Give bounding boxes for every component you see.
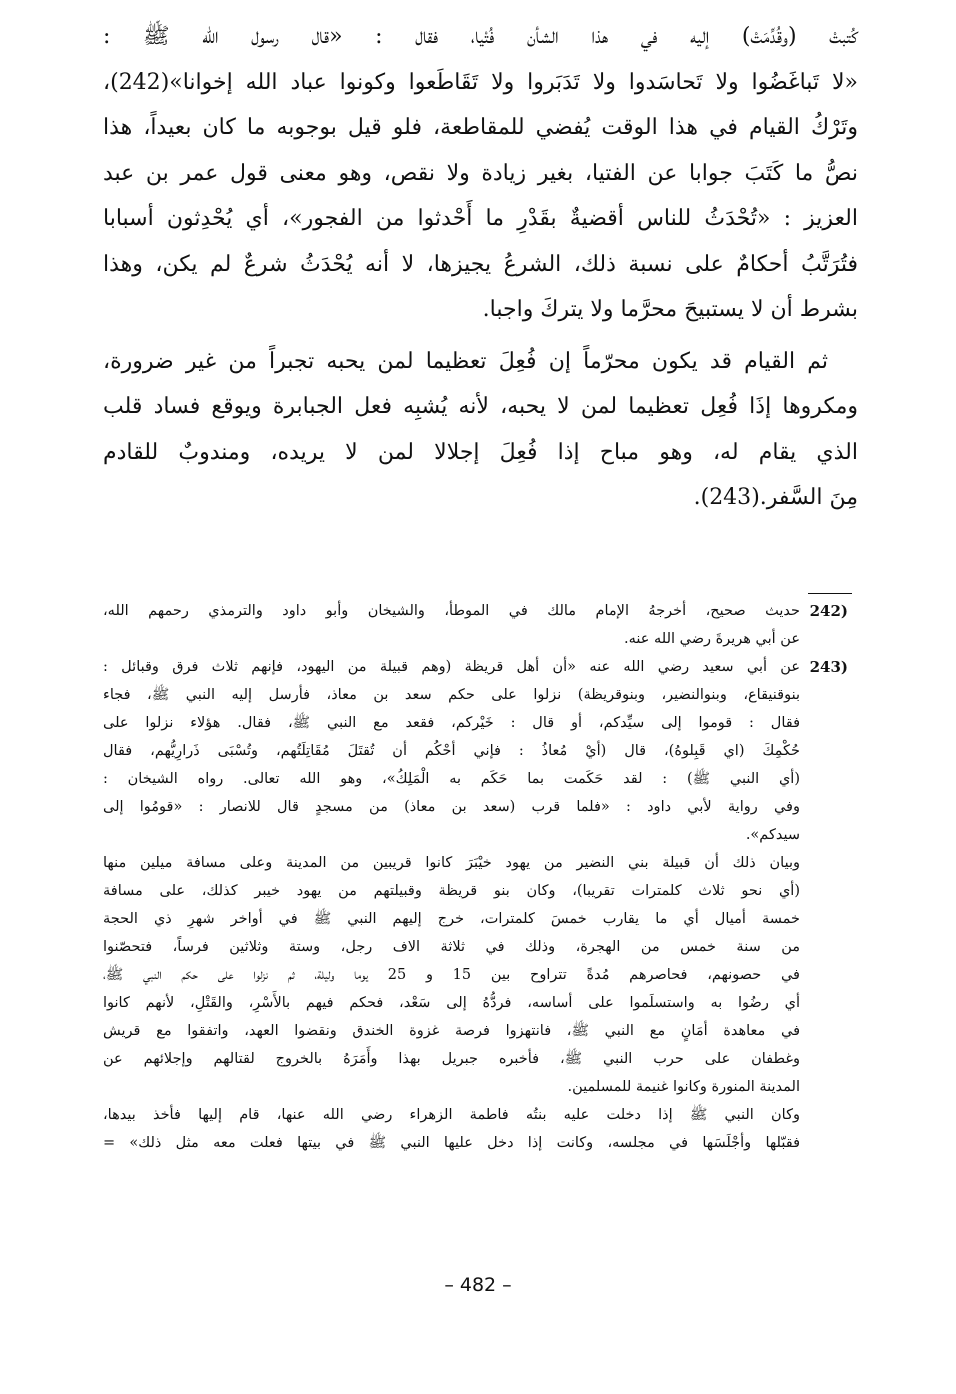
main-line: نصُّ ما كَتَبَ جوابا عن الفتيا، بغير زيادة ولا نقص، وهو معنى قول عمر بن عبد: [103, 160, 858, 186]
footnote-line: حديث صحيح، أخرجهُ الإمام مالك في الموطأ، والشيخان وأبو داود والترمذي رحمهم الله،: [103, 603, 800, 619]
main-line: وتَرْكُ القيام في هذا الوقت يُفضي للمقاطعة، فلو قيل بوجوبه ما كان بعيداً، هذا: [103, 115, 858, 140]
footnote-line: في معاهدة أمَانٍ مع النبي ﷺ، فانتهزوا فرصة غزوة الخندق ونقضوا العهد، واتفقوا مع قريش: [103, 1023, 800, 1039]
footnote-separator: [808, 593, 852, 594]
footnote-line: وغطفان على حرب النبي ﷺ، فأخبره جبريل بهذا وأَمَرَهُ بالخروج لقتالهم وإجلائهم عن: [103, 1051, 800, 1067]
footnote-number: (243: [809, 658, 848, 676]
main-line: ومكروها إذَا فُعِل تعظيما لمن لا يحبه، لأنه يُشبِه فعل الجبابرة ويوقع فساد قلب: [103, 394, 858, 419]
footnote-line: عن أبي هريرةَ رضي الله عنه.: [624, 631, 800, 647]
footnote-242: [103, 597, 848, 653]
footnote-line: حُكْمِكَ (اي قَبِلوهُ)، قال (أيْ مُعاذُ : فإني أحْكُم أن تُقتَلَ مُقَاتِلَتُهم، وتُسْبَى ذَرارِيُّهم، فقال: [103, 743, 800, 759]
footnote-line: عن أبي سعيد رضي الله عنه «أن أهل قريظة (وهم قبيلة من اليهود، فإنهم ثلاث فرق وقبائل :: [103, 659, 800, 675]
footnote-line: في حصونهم، فحاصرهم مُدةً تتراوح بين 15 و 25 يوما وليلة، ثم نزلوا على حكم النبي ﷺ،: [103, 967, 800, 983]
main-line: ثم القيام قد يكون محرّماً إن فُعِلَ تعظيما لمن يحبه تجبراً من غير ضرورة،: [103, 348, 828, 374]
main-line: مِنَ السَّفر.(243).: [693, 485, 858, 510]
main-line: كُتبتْ (وقُدِّمَتْ) إليه في هذا الشأن فُتْيا، فقال : «قال رسول الله ﷺ :: [103, 24, 858, 49]
main-line: «لا تَباغَضُوا ولا تَحاسَدوا ولا تَدَبَروا ولا تَقَاطَعوا وكونوا عباد الله إخوانا»(242)،: [103, 69, 858, 95]
footnote-line: من سنة خمس من الهجرة، وذلك في ثلاثة الاف رجل، وستة وثلاثين فرساً، فتحصّنوا: [103, 939, 800, 955]
footnote-line: أي رضُوا به واستسلَموا على أساسه، فردُّهُ إلى سَعْد، فحكم فيهم بالأَسْرِ، والقَتْلِ، لأنهم كانوا: [103, 995, 800, 1011]
main-line: فتُرَتَّبُ أحكامٌ على نسبة ذلك، الشرعُ يجيزها، لا أنه يُحْدَثُ شرعٌ لم يكن، وهذا: [103, 251, 858, 277]
footnote-line: فقبّلها وأجْلَسَها في مجلسه، وكانت إذا دخل عليها النبي ﷺ في بيتها فعلت معه مثل ذلك» =: [103, 1135, 800, 1151]
main-text: [103, 14, 858, 521]
main-line: العزيز : «تُحْدَثُ للناس أقضيةٌ بقَدْرِ ما أَحْدثوا من الفجور»، أي يُحْدِثون أسبابا: [103, 206, 858, 231]
main-line: بشرط أن لا يستبيحَ محرَّما ولا يتركَ واجبا.: [482, 297, 858, 322]
footnote-number: (242: [809, 602, 848, 620]
footnote-line: وكان النبي ﷺ إذا دخلت عليه بنتُه فاطمة الزهراء رضي الله عنها، قام إليها فأخذ بيدها،: [103, 1107, 800, 1123]
footnote-line: بنوقنيقاع، وبنوالنضير، وبنوقريظة) نزلوا على حكم سعد بن معاذ، فأرسل إليه النبي ﷺ، فجاء: [103, 687, 800, 703]
footnote-line: المدينة المنورة وكانوا غنيمة للمسلمين.: [567, 1079, 800, 1095]
footnote-line: فقال : قوموا إلى سيِّدكم، أو قال : خَيْركم، فقعد مع النبي ﷺ، فقال. هؤلاء نزلوا على: [103, 715, 800, 731]
footnotes: [103, 597, 848, 1157]
footnote-line: خمسة أميال أي ما يقارب خمسَ كلمترات، خرج إليهم النبي ﷺ في أواخر شهرِ ذي الحجة: [103, 911, 800, 927]
footnote-explanation: [103, 849, 800, 1157]
page-number: – 482 –: [444, 1274, 512, 1296]
footnote-line: (أي النبي ﷺ) : لقد حَكَمت بما حَكَم به الْمَلِكُ»، وهو الله تعالى. رواه الشيخان :: [103, 771, 800, 787]
footnote-line: وبيان ذلك أن قبيلة بني النضير من يهود خيْبَرَ كانوا قريبين من المدينة وعلى مسافة ميلين منها: [103, 855, 800, 871]
footnote-243: [103, 653, 848, 849]
footnote-line: (أي نحو ثلاث كلمترات تقريبا)، وكان بنو قريظة وقبيلتهم من يهود خيبر كذلك، على مسافة: [103, 883, 800, 899]
main-line: الذي يقام له، وهو مباح إذا فُعِلَ إجلالا لمن لا يريده، ومندوبٌ للقادم: [103, 439, 858, 465]
footnote-line: وفي رواية لأبي داود : «فلما قرب (سعد بن معاذ) من مسجدٍ قال للانصار : «قومُوا إلى: [103, 799, 800, 815]
footnote-line: سيدكم».: [745, 827, 800, 843]
